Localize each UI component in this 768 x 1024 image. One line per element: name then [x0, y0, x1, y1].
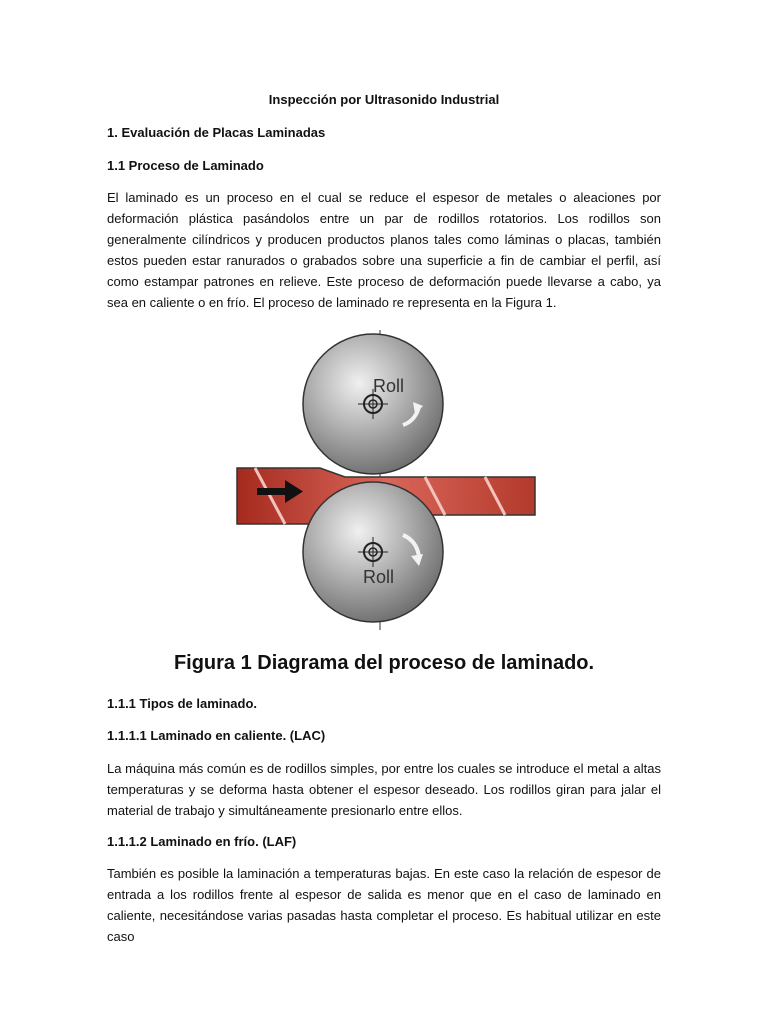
top-roll-label: Roll — [373, 376, 405, 396]
bottom-roll-label: Roll — [363, 567, 395, 587]
paragraph-laminado-intro: El laminado es un proceso en el cual se reduce el espesor de metales o aleaciones por deformación plástica pasándolos entre un par de rodillos rotatorios. Los rodillos son generalmente cilíndricos y producen productos planos tales como láminas o placas, también estos pueden estar ranurados o grabados sobre una superficie a fin de cambiar el perfil, así como estampar patrones en relieve. Este proceso de deformación puede llevarse a cabo, ya sea en caliente o en frío. El proceso de laminado re representa en la Figura 1. — [107, 190, 661, 310]
bottom-roll — [303, 482, 443, 622]
rolling-diagram — [225, 330, 545, 630]
paragraph-laminado-frio: También es posible la laminación a temperaturas bajas. En este caso la relación de espesor de entrada a los rodillos frente al espesor de salida es menor que en el caso de laminado en caliente, necesitándose varias pasadas hasta completar el proceso. Es habitual utilizar en este caso — [107, 866, 661, 944]
rolling-diagram-svg — [225, 330, 545, 630]
heading-section-1-1-1-1: 1.1.1.1 Laminado en caliente. (LAC) — [107, 728, 326, 743]
heading-section-1-1-1-2: 1.1.1.2 Laminado en frío. (LAF) — [107, 834, 297, 849]
heading-section-1: 1. Evaluación de Placas Laminadas — [107, 125, 326, 140]
top-roll — [303, 334, 443, 474]
heading-section-1-1-1: 1.1.1 Tipos de laminado. — [107, 696, 258, 711]
document-title: Inspección por Ultrasonido Industrial — [268, 92, 500, 107]
figure-caption: Figura 1 Diagrama del proceso de laminado. — [173, 652, 595, 674]
paragraph-laminado-caliente: La máquina más común es de rodillos simples, por entre los cuales se introduce el metal a altas temperaturas y se deforma hasta obtener el espesor deseado. Los rodillos giran para jalar el material de trabajo y simultáneamente presionarlo entre ellos. — [107, 761, 661, 818]
heading-section-1-1: 1.1 Proceso de Laminado — [107, 158, 264, 173]
